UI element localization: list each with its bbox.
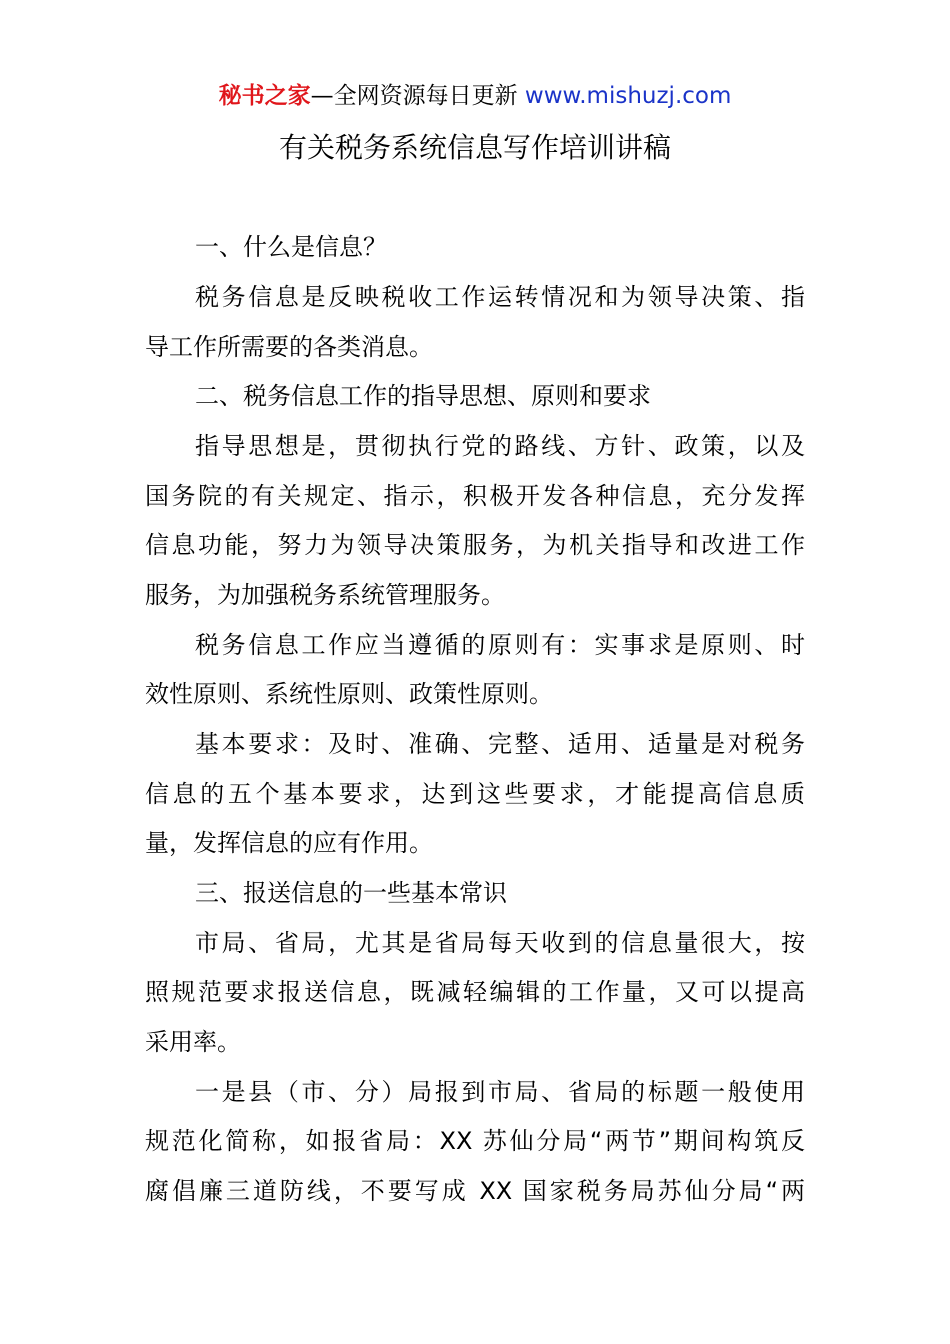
section-heading-3: 三、报送信息的一些基本常识: [195, 879, 507, 907]
document-title: 有关税务系统信息写作培训讲稿: [278, 131, 671, 164]
paragraph-line: 采用率。: [145, 1028, 241, 1056]
paragraph-line: 指导思想是，贯彻执行党的路线、方针、政策，以及: [195, 432, 805, 460]
paragraph-line: 导工作所需要的各类消息。: [145, 333, 433, 361]
paragraph-line: 国务院的有关规定、指示，积极开发各种信息，充分发挥: [145, 482, 805, 510]
paragraph-line: 规范化简称，如报省局：XX 苏仙分局“两节”期间构筑反: [145, 1127, 805, 1155]
paragraph-line: 效性原则、系统性原则、政策性原则。: [145, 680, 553, 708]
paragraph-line: 一是县（市、分）局报到市局、省局的标题一般使用: [195, 1078, 805, 1106]
paragraph-line: 税务信息是反映税收工作运转情况和为领导决策、指: [195, 283, 805, 311]
paragraph-line: 量，发挥信息的应有作用。: [145, 829, 433, 857]
section-heading-1: 一、什么是信息？: [195, 233, 387, 261]
header-slogan: —全网资源每日更新: [310, 83, 518, 109]
paragraph-line: 腐倡廉三道防线，不要写成 XX 国家税务局苏仙分局“两: [145, 1177, 805, 1205]
paragraph-line: 税务信息工作应当遵循的原则有：实事求是原则、时: [195, 631, 805, 659]
page-header: [0, 80, 950, 112]
paragraph-line: 服务，为加强税务系统管理服务。: [145, 581, 505, 609]
paragraph-line: 照规范要求报送信息，既减轻编辑的工作量，又可以提高: [145, 978, 805, 1006]
brand-name: 秘书之家: [218, 83, 311, 109]
paragraph-line: 信息功能，努力为领导决策服务，为机关指导和改进工作: [145, 531, 805, 559]
paragraph-line: 基本要求：及时、准确、完整、适用、适量是对税务: [195, 730, 805, 758]
paragraph-line: 信息的五个基本要求，达到这些要求，才能提高信息质: [145, 780, 805, 808]
website-link[interactable]: www.mishuzj.com: [524, 83, 732, 109]
paragraph-line: 市局、省局，尤其是省局每天收到的信息量很大，按: [195, 929, 805, 957]
section-heading-2: 二、税务信息工作的指导思想、原则和要求: [195, 382, 651, 410]
